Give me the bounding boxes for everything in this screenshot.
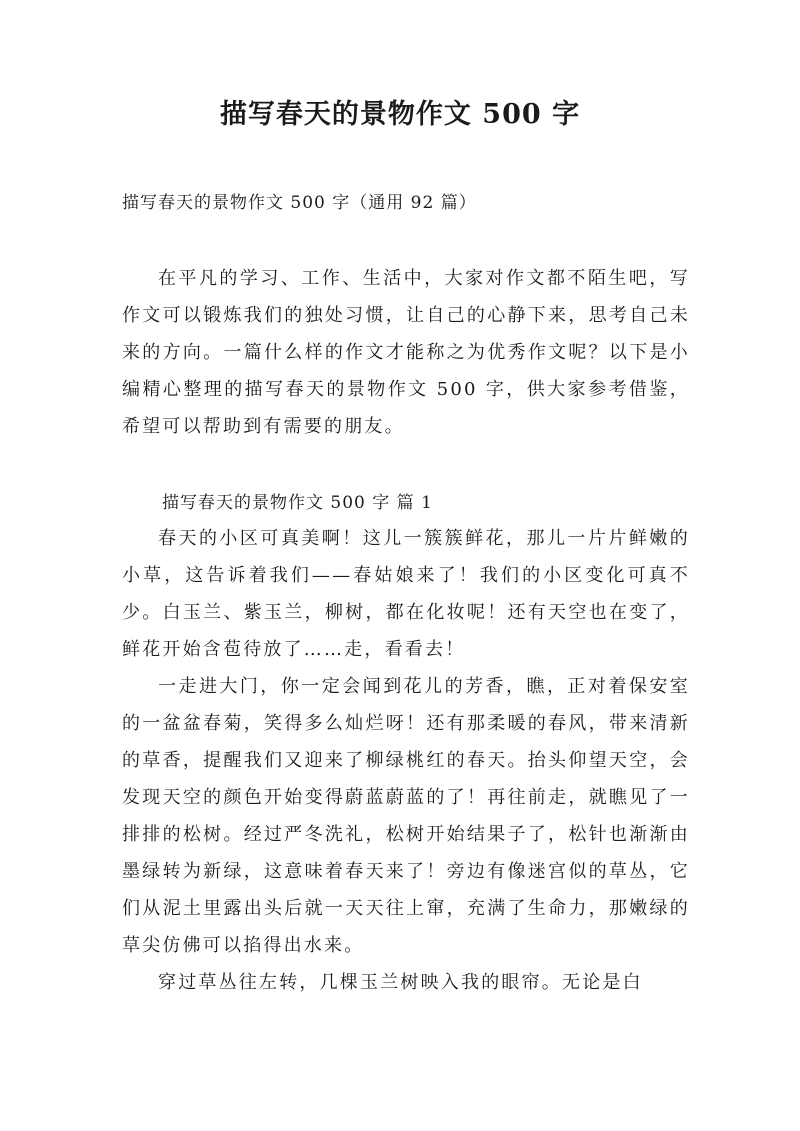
section-title: 描写春天的景物作文 500 字 篇 1 [162,493,433,513]
article-paragraph: 一走进大门，你一定会闻到花儿的芳香，瞧，正对着保安室的一盆盆春菊，笑得多么灿烂呀！还有那柔暖的春风，带来清新的草香，提醒我们又迎来了柳绿桃红的春天。抬头仰望天空，会发现天空的颜色开始变得蔚蓝蔚蓝的了！再往前走，就瞧见了一排排的松树。经过严冬洗礼，松树开始结果子了，松针也渐渐由墨绿转为新绿，这意味着春天来了！旁边有像迷宫似的草丛，它们从泥土里露出头后就一天天往上窜，充满了生命力，那嫩绿的草尖仿佛可以掐得出水来。 [122,676,690,956]
article-paragraph: 穿过草丛往左转，几棵玉兰树映入我的眼帘。无论是白 [158,972,643,993]
document-subtitle: 描写春天的景物作文 500 字（通用 92 篇） [122,193,477,213]
intro-paragraph: 在平凡的学习、工作、生活中，大家对作文都不陌生吧，写作文可以锻炼我们的独处习惯，让自己的心静下来，思考自己未来的方向。一篇什么样的作文才能称之为优秀作文呢？以下是小编精心整理的描写春天的景物作文 500 字，供大家参考借鉴，希望可以帮助到有需要的朋友。 [122,268,690,437]
article-paragraph: 春天的小区可真美啊！这儿一簇簇鲜花，那儿一片片鲜嫩的小草，这告诉着我们——春姑娘来了！我们的小区变化可真不少。白玉兰、紫玉兰，柳树，都在化妆呢！还有天空也在变了，鲜花开始含苞待放了……走，看看去！ [122,528,690,660]
document-title: 描写春天的景物作文 500 字 [219,99,581,130]
article-body [122,520,690,1001]
